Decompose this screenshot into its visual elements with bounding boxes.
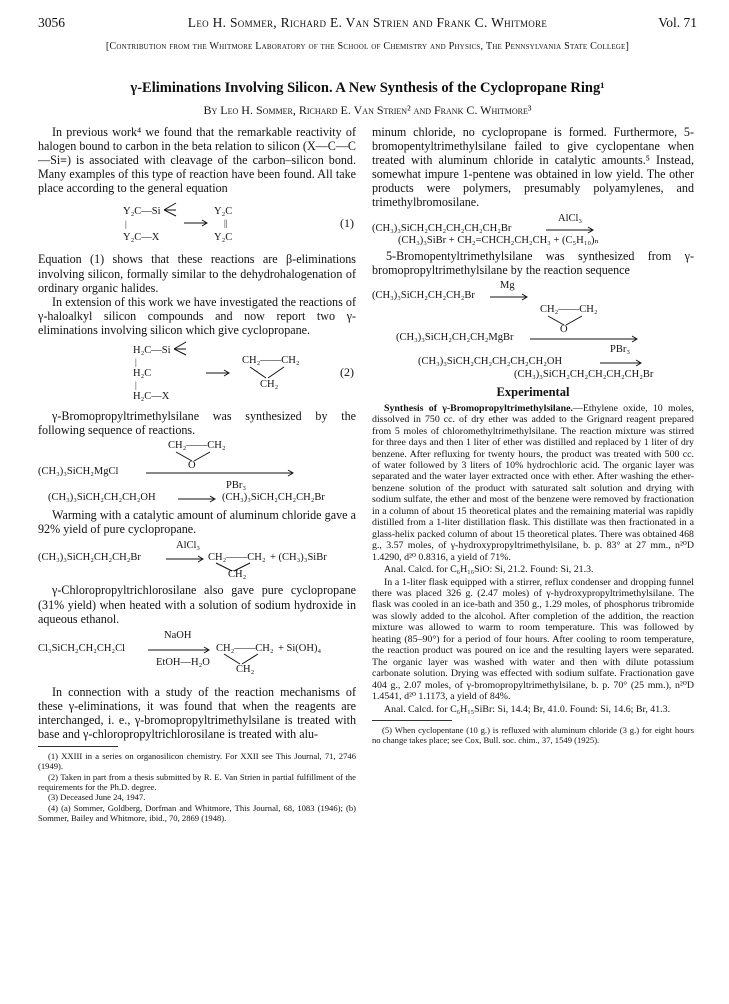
- eq-term: (CH₃)₃SiBr + CH₂=CHCH₂CH₂CH₃ + (C₅H₁₀)ₙ: [398, 234, 600, 246]
- eq-term: CH₂: [228, 569, 247, 581]
- eq-term: NaOH: [164, 629, 192, 641]
- eq-term: H₂C—X: [133, 391, 170, 403]
- eq-term: (CH₃)₃SiCH₂CH₂CH₂Br: [372, 289, 475, 301]
- paragraph: In extension of this work we have investigated the reactions of γ-haloalkyl silicon compounds and now report two γ-eliminations involving silicon which give cyclopropane.: [38, 294, 356, 337]
- eq-term: (CH₃)₃SiCH₂CH₂CH₂Br: [222, 492, 325, 504]
- reaction-arrow: [166, 555, 206, 563]
- eq-term: (CH₃)₃SiCH₂MgCl: [38, 466, 119, 478]
- byline: By Leo H. Sommer, Richard E. Van Strien² and Frank C. Whitmore³: [203, 103, 532, 117]
- left-column: [38, 125, 356, 823]
- eq-term: H₂C: [133, 368, 152, 380]
- eq-term: CH₂: [260, 379, 279, 391]
- reaction-arrow: [178, 495, 218, 503]
- reaction-arrow: [184, 219, 210, 227]
- footnote-rule: [372, 720, 452, 721]
- paragraph: γ-Bromopropyltrimethylsilane was synthesized by the following sequence of reactions.: [38, 409, 356, 438]
- paragraph: Equation (1) shows that these reactions are β-eliminations involving silicon, formally similar to the dehydrohalogenation of ordinary organic halides.: [38, 252, 356, 295]
- eq-term: Y₂C: [214, 206, 233, 218]
- eq-term: Y₂C—X: [123, 232, 160, 244]
- paragraph: γ-Chloropropyltrichlorosilane also gave pure cyclopropane (31% yield) when heated with a solution of sodium hydroxide in aqueous ethanol.: [38, 583, 356, 626]
- paragraph: In previous work⁴ we found that the remarkable reactivity of halogen bound to carbon in the beta relation to silicon (X—C—C—Si≡) is associated with cleavage of the carbon–silicon bond. Many examples of this type of reaction have been found. All take place according to the general equation: [38, 125, 356, 196]
- equation-2: H₂C—Si | H₂C | H₂C—X CH₂——CH₂ CH₂ (2): [38, 342, 356, 406]
- eq-term: EtOH—H₂O: [156, 656, 210, 668]
- eq-term: Cl₃SiCH₂CH₂CH₂Cl: [38, 642, 125, 654]
- eq-term: (CH₃)₃SiCH₂CH₂CH₂OH: [48, 492, 156, 504]
- eq-term: (CH₃)₃SiCH₂CH₂CH₂CH₂CH₂Br: [514, 368, 654, 380]
- experimental-paragraph: In a 1-liter flask equipped with a stirrer, reflux condenser and dropping funnel there was placed 326 g. (2.47 moles) of γ-hydroxypropyltrimethylsilane. The flask was cooled in an ice-bath and 350 g., 1.29 moles, of phosphorus tribromide was slowly added to the alcohol. After completion of the addition, the reaction mixture was allowed to warm to room temperature. This was followed by heating (85–90°) for a period of four hours. After cooling to room temperature, the reaction product was poured on ice and the resulting layers were separated. The organic layer was washed with water and then with dilute potassium carbonate solution. Drying was effected with sodium sulfate. Fractionation gave 404 g., 2.07 moles, of γ-bromopropyltrimethylsilane, b. p. 70° (25 mm.), n²⁰D 1.4541, d²⁰ 1.1173, a yield of 84%.: [372, 576, 694, 703]
- section-heading: Experimental: [496, 384, 570, 399]
- contribution-line: [Contribution from the Whitmore Laboratory of the School of Chemistry and Physics, The Pennsylvania State College]: [105, 41, 630, 52]
- reaction-arrow: [546, 226, 596, 234]
- bond-lines: [164, 201, 178, 217]
- reaction-5: [372, 212, 694, 246]
- footnote: (1) XXIII in a series on organosilicon chemistry. For XXII see This Journal, 71, 2746 (1949).: [38, 751, 356, 772]
- eq-term: Y₂C: [214, 232, 233, 244]
- analysis-line: Anal. Calcd. for C₆H₁₅SiBr: Si, 14.4; Br, 41.0. Found: Si, 14.6; Br, 41.3.: [384, 703, 671, 715]
- eq-term: AlCl₃: [558, 212, 583, 224]
- eq-term: + (CH₃)₃SiBr: [270, 552, 327, 564]
- eq-term: PBr₃: [226, 480, 247, 492]
- eq-term: (CH₃)₃SiCH₂CH₂CH₂MgBr: [396, 331, 514, 343]
- footnote: (2) Taken in part from a thesis submitted by R. E. Van Strien in partial fulfillment of the requirements for the Ph.D. degree.: [38, 771, 356, 792]
- footnote: (4) (a) Sommer, Goldberg, Dorfman and Whitmore, This Journal, 68, 1083 (1946); (b) Sommer, Bailey and Whitmore, ibid., 70, 2869 (1948).: [38, 802, 356, 823]
- eq-term: CH₂——CH₂: [216, 642, 274, 654]
- paragraph: 5-Bromopentyltrimethylsilane was synthesized from γ-bromopropyltrimethylsilane by the reaction sequence: [372, 248, 694, 277]
- eq-term: CH₂——CH₂: [540, 303, 598, 315]
- eq-term: AlCl₃: [176, 540, 201, 552]
- eq-term: H₂C—Si: [133, 345, 171, 357]
- equation-number: (1): [340, 216, 354, 231]
- paragraph: In connection with a study of the reaction mechanisms of these γ-eliminations, it was found that when the reagents are interchanged, i. e., γ-bromopropyltrimethylsilane is treated with base and γ-chloropropyltrichlorosilane is treated with alu-: [38, 684, 356, 741]
- article-title: γ-Eliminations Involving Silicon. A New Synthesis of the Cyclopropane Ring¹: [130, 80, 605, 96]
- reaction-arrow: [490, 293, 530, 301]
- subheading: Synthesis of γ-Bromopropyltrimethylsilane.: [384, 402, 573, 414]
- bond-lines: [174, 340, 188, 356]
- experimental-paragraph: [372, 403, 694, 563]
- eq-term: O: [188, 460, 196, 472]
- reaction-3: [38, 539, 356, 579]
- eq-term: PBr₃: [610, 343, 631, 355]
- eq-term: + Si(OH)₄: [278, 642, 322, 654]
- paragraph: minum chloride, no cyclopropane is formed. Furthermore, 5-bromopentyltrimethylsilane failed to give cyclopentane when treated with aluminum chloride in catalytic amounts.⁵ Instead, somewhat impure 1-pentene was obtained in low yield. The other products were polymers, presumably polyamylenes, and trimethylbromosilane.: [372, 125, 694, 210]
- reaction-sequence-1: [38, 439, 356, 505]
- reaction-arrow: [146, 469, 296, 477]
- running-header: [38, 15, 697, 33]
- equation-number: (2): [340, 365, 354, 380]
- reaction-arrow: [148, 646, 212, 654]
- eq-term: CH₂——CH₂: [208, 552, 266, 564]
- eq-term: Y₂C—Si: [123, 206, 161, 218]
- eq-term: (CH₃)₃SiCH₂CH₂CH₂CH₂CH₂OH: [418, 355, 563, 367]
- footnote-rule: [38, 746, 118, 747]
- footnote: (3) Deceased June 24, 1947.: [48, 792, 146, 803]
- reaction-4: [38, 629, 356, 679]
- page-number: 3056: [38, 15, 65, 30]
- footnote: (5) When cyclopentane (10 g.) is refluxed with aluminum chloride (3 g.) for eight hours no change takes place; see Cox, Bull. soc. chim., 37, 1549 (1925).: [372, 724, 694, 746]
- eq-term: O: [560, 323, 568, 335]
- right-column: [372, 125, 694, 746]
- reaction-arrow: [206, 369, 232, 377]
- equation-1: Y₂C—Si | Y₂C—X Y₂C || Y₂C (1): [38, 201, 356, 249]
- volume-label: Vol. 71: [658, 15, 697, 30]
- running-authors: Leo H. Sommer, Richard E. Van Strien and Frank C. Whitmore: [187, 15, 548, 30]
- eq-term: (CH₃)₃SiCH₂CH₂CH₂CH₂CH₂Br: [372, 222, 512, 234]
- eq-term: (CH₃)₃SiCH₂CH₂CH₂Br: [38, 552, 141, 564]
- eq-term: Mg: [500, 279, 515, 291]
- reaction-arrow: [530, 335, 640, 343]
- paragraph-body: —Ethylene oxide, 10 moles, dissolved in 750 cc. of dry ether was added to the Grignard reagent prepared from 5 moles of chloromethyltrimethylsilane. The reaction mixture was stirred for three days and then 1 liter of ether was distilled and replaced by 1 liter of dry benzene. After refluxing for twenty hours, the product was treated with 500 cc. of water followed by 3 liters of 10% hydrochloric acid. The organic layer was separated and the water layer extracted once with ether. After washing the ether-benzene solution of the product with saturated salt solution and drying with sodium sulfate, the ether and most of the benzene were removed by fractionation in a column of about 15 theoretical plates and the remaining material was rapidly distilled from a 1-liter distillation flask. This distillate was then fractionated in a glass-helix packed column of about 15 theoretical plates. There was obtained 468 g., 3.57 moles, of γ-hydroxypropyltrimethylsilane, b. p. 83° at 27 mm., n²⁰D 1.4290, d²⁰ 0.8316, a yield of 71%.: [372, 402, 695, 563]
- reaction-sequence-2: [372, 279, 694, 381]
- eq-term: CH₂——CH₂: [242, 355, 300, 367]
- paragraph: Warming with a catalytic amount of aluminum chloride gave a 92% yield of pure cyclopropane.: [38, 508, 356, 537]
- eq-term: CH₂——CH₂: [168, 440, 226, 452]
- reaction-arrow: [600, 359, 644, 367]
- analysis-line: Anal. Calcd. for C₆H₁₆SiO: Si, 21.2. Found: Si, 21.3.: [384, 564, 594, 576]
- eq-term: CH₂: [236, 663, 255, 675]
